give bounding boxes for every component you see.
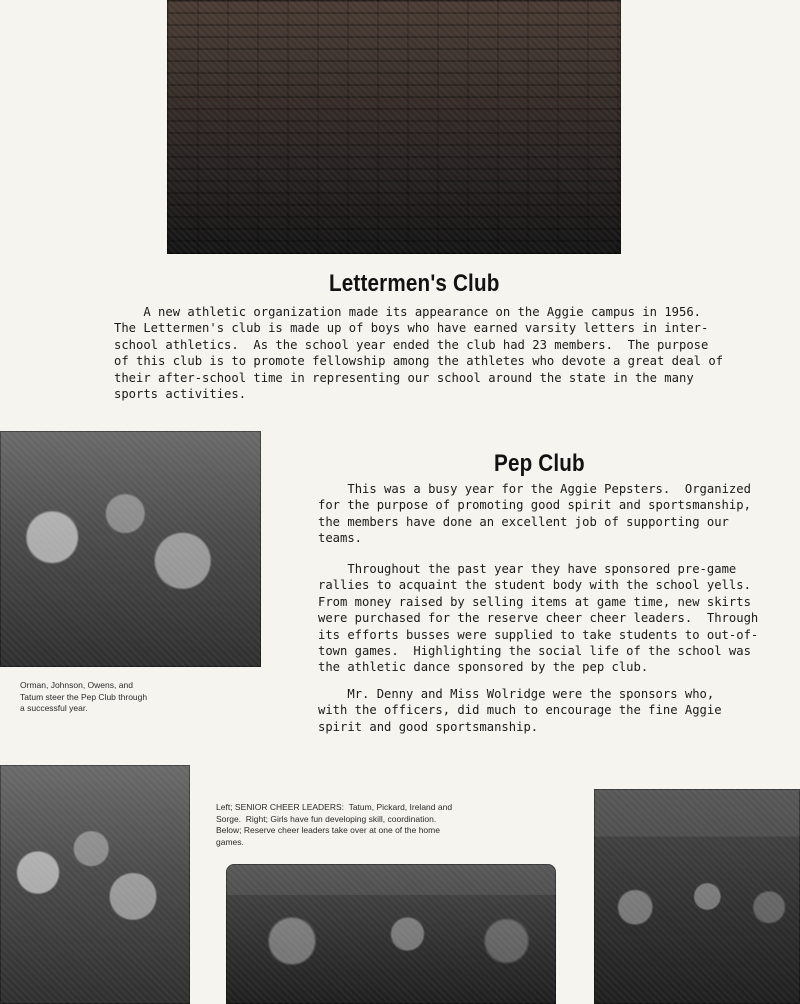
- cheer-leaders-caption: Left; SENIOR CHEER LEADERS: Tatum, Pickard, Ireland and Sorge. Right; Girls have fun developing skill, coordination. Below; Reserve cheer leaders take over at one of the home games.: [216, 802, 453, 847]
- lettermen-body: A new athletic organization made its appearance on the Aggie campus in 1956. The Lettermen's club is made up of boys who have earned varsity letters in inter- school athletics. As the school year ended the club had 23 members. The purpose of this club is to promote fellowship among the athletes who devote a great deal of their after-school time in representing our school around the state in the many sports activities.: [114, 305, 724, 402]
- pep-club-para-2: Throughout the past year they have sponsored pre-game rallies to acquaint the student body with the school yells. From money raised by selling items at game time, new skirts were purchased for the reserve cheer cheer leaders. Through its efforts busses were supplied to take students to out-of- town games. Highlighting the social life of the school was the athletic dance sponsored by the pep club.: [318, 562, 759, 675]
- pep-photo-caption: Orman, Johnson, Owens, and Tatum steer the Pep Club through a successful year.: [20, 680, 148, 713]
- senior-cheer-leaders-photo: [0, 765, 190, 1004]
- pep-club-heading: Pep Club: [494, 450, 585, 477]
- pep-club-para-3: Mr. Denny and Miss Wolridge were the sponsors who, with the officers, did much to encourage the fine Aggie spirit and good sportsmanship.: [318, 687, 722, 734]
- lettermen-group-photo: [167, 0, 621, 254]
- lettermen-heading: Lettermen's Club: [329, 270, 500, 297]
- reserve-cheer-leaders-photo: [226, 864, 556, 1004]
- pep-club-officers-photo: [0, 431, 261, 667]
- pep-club-para-1: This was a busy year for the Aggie Pepsters. Organized for the purpose of promoting good spirit and sportsmanship, the members have done an excellent job of supporting our teams.: [318, 482, 751, 546]
- girls-volleyball-photo: [594, 789, 800, 1004]
